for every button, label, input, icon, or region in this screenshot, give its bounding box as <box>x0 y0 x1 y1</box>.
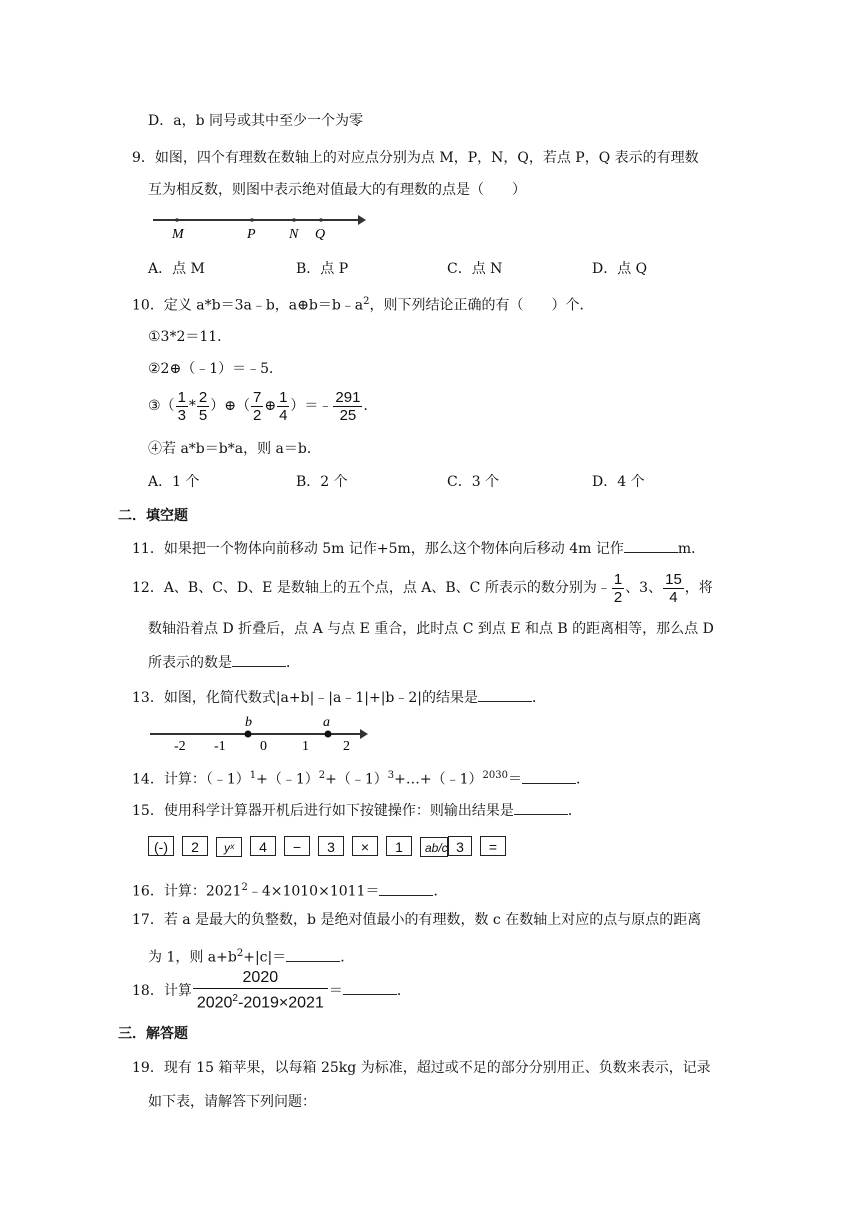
q10-statement-2: ②2⊕（﹣1）＝﹣5． <box>148 361 284 377</box>
q16-stem: 16．计算：$2021^2﹣4\times 1010\times 1011=$ ． <box>132 882 448 900</box>
section-answer-heading: 三．解答题 <box>118 1026 188 1042</box>
calc-key-digit: 1 <box>386 836 412 856</box>
q10-statement-4: ④若 a*b＝b*a，则 a＝b． <box>148 441 321 457</box>
q9-axis-label-q: Q <box>315 227 326 242</box>
calc-key-fraction: ab/c <box>420 837 448 857</box>
q9-option-d: D．点 Q <box>592 261 648 277</box>
q13-point-b-label: b <box>245 715 252 730</box>
q13-tick-label: -2 <box>174 739 186 752</box>
q13-tick-label: 0 <box>260 739 267 752</box>
q10-option-c: C．3 个 <box>447 474 500 490</box>
calc-key-digit: 3 <box>448 836 472 856</box>
q12-stem-line2: 数轴沿着点 D 折叠后，点 A 与点 E 重合，此时点 C 到点 E 和点 B 的距离相等，那么点 D <box>148 621 714 637</box>
q9-point-n <box>292 218 296 222</box>
q9-axis-label-n: N <box>289 227 299 242</box>
q13-tick-label: 2 <box>343 739 350 752</box>
q10-option-a: A．1 个 <box>148 474 200 490</box>
q10-option-b: B．2 个 <box>296 474 348 490</box>
q9-axis-label-m: M <box>172 227 184 242</box>
q18-stem: 18．计算 $\frac{2020}{2020^2-2019\times 2021}$ ＝ ． <box>132 969 411 1012</box>
q12-stem-line1: 12．A、B、C、D、E 是数轴上的五个点，点 A、B、C 所表示的数分别为﹣ $\frac{1}{2}$ 、3、 $\frac{15}{4}$ ，将 <box>132 570 713 606</box>
calc-key-digit: 2 <box>182 836 208 856</box>
q10-stem: 10．定义 a*b＝3a﹣b，$a\oplus b=b﹣a^2$，则下列结论正确的有（ ）个． <box>132 296 594 314</box>
q10-statement-1: ①3*2＝11． <box>148 329 232 345</box>
q9-option-a: A．点 M <box>148 261 205 277</box>
q9-number-line <box>150 210 370 242</box>
q13-tick-label: -1 <box>214 739 226 752</box>
q15-stem: 15．使用科学计算器开机后进行如下按键操作：则输出结果是 ． <box>132 800 582 821</box>
q17-stem-line2: 为 1，则 $a+b^2+|c|=$ ． <box>148 948 355 966</box>
section-fill-in-heading: 二．填空题 <box>118 508 188 524</box>
q13-point-a <box>325 731 332 738</box>
calc-key-minus: − <box>284 836 310 856</box>
q9-stem-line1: 9．如图，四个有理数在数轴上的对应点分别为点 M，P，N，Q，若点 P，Q 表示的有理数 <box>132 150 699 166</box>
q13-point-a-label: a <box>323 715 330 730</box>
q9-stem-line2: 互为相反数，则图中表示绝对值最大的有理数的点是（ ） <box>148 182 526 198</box>
q9-axis-label-p: P <box>247 227 256 242</box>
q14-stem: 14．计算：（﹣1）$^1$+（﹣1）$^2$+（﹣1）$^3$+…+（﹣1）$^{2030}$＝ ． <box>132 770 590 788</box>
q8-option-d: D．a，b 同号或其中至少一个为零 <box>148 113 363 129</box>
q9-point-q <box>319 218 323 222</box>
q17-stem-line1: 17．若 a 是最大的负整数，b 是绝对值最小的有理数，数 c 在数轴上对应的点与原点的距离 <box>132 912 702 928</box>
q9-option-c: C．点 N <box>447 261 503 277</box>
calc-key-multiply: × <box>352 836 378 856</box>
calc-key-digit: 3 <box>318 836 344 856</box>
q10-option-d: D．4 个 <box>592 474 645 490</box>
q9-point-p <box>250 218 254 222</box>
q13-number-line <box>148 712 373 752</box>
q15-key-sequence <box>148 836 514 858</box>
q12-stem-line3: 所表示的数是 ． <box>148 652 300 673</box>
q19-stem-line2: 如下表，请解答下列问题： <box>148 1094 316 1110</box>
q9-option-b: B．点 P <box>296 261 349 277</box>
calc-key-digit: 4 <box>250 836 276 856</box>
calc-key-power: yˣ <box>216 837 242 857</box>
q19-stem-line1: 19．现有 15 箱苹果，以每箱 25kg 为标准，超过或不足的部分分别用正、负数来表示，记录 <box>132 1060 711 1076</box>
calc-key-equals: = <box>480 836 506 856</box>
q13-stem: 13．如图，化简代数式|a+b|﹣|a﹣1|+|b﹣2|的结果是 ． <box>132 687 546 708</box>
calc-key-negative: (-) <box>148 836 174 856</box>
q13-tick-label: 1 <box>302 739 309 752</box>
q13-point-b <box>245 731 252 738</box>
q9-point-m <box>175 218 179 222</box>
q11-stem: 11．如果把一个物体向前移动 5m 记作+5m，那么这个物体向后移动 4m 记作 m． <box>132 538 705 559</box>
q10-statement-3: ③（ $\frac{1}{3}$ * $\frac{2}{5}$ ）⊕（ $\frac{7}{2}$ ⊕ $\frac{1}{4}$ ）＝﹣ $\frac{291}{25}$ ． <box>148 388 378 424</box>
